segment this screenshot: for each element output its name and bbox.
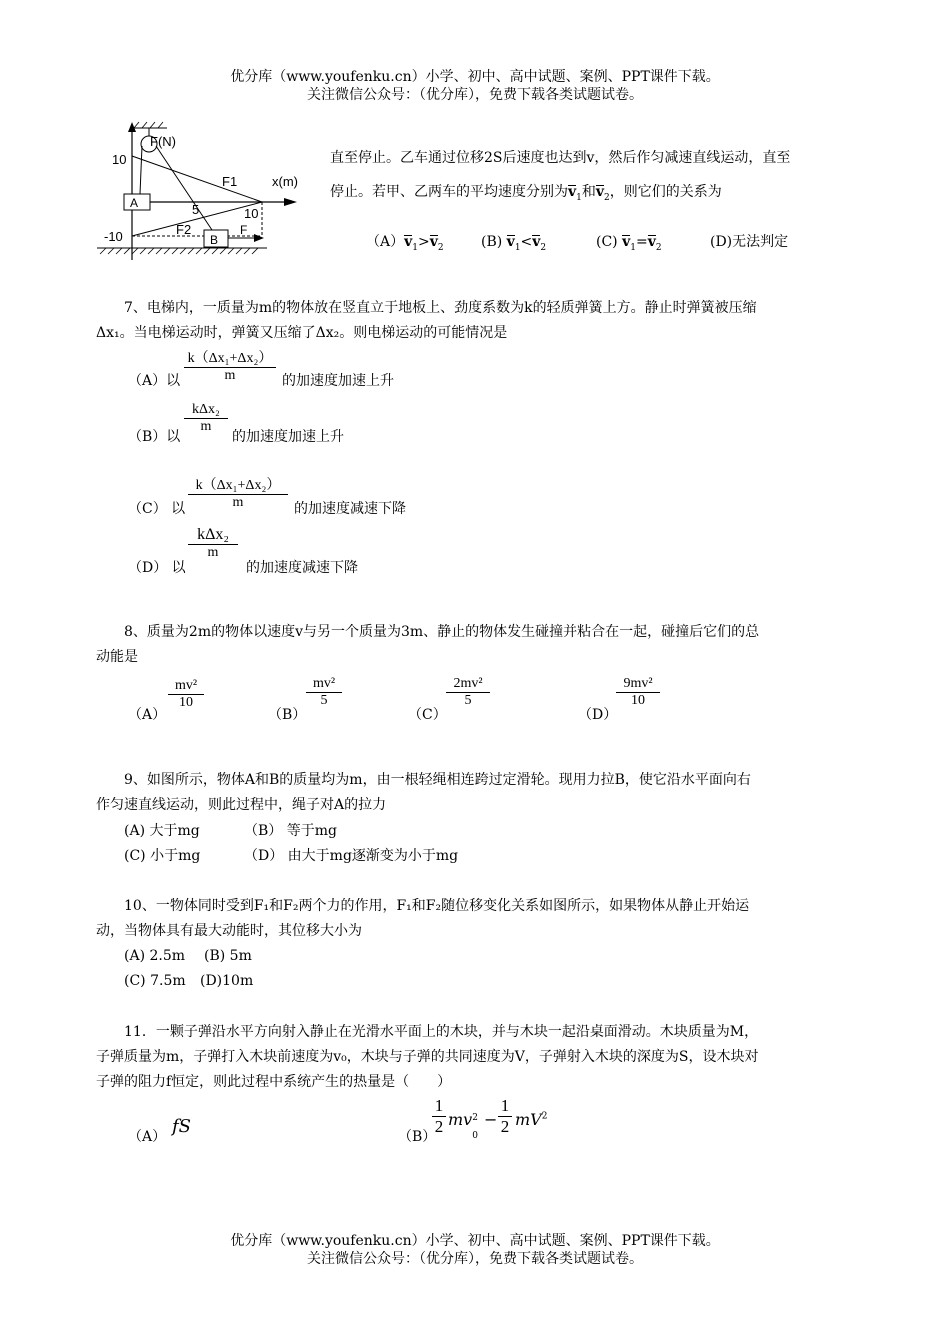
q11-b-half-2-den: 2 (500, 1117, 510, 1136)
q7-a-text: 的加速度加速上升 (282, 373, 394, 389)
q10-line-1: 10、一物体同时受到F₁和F₂两个力的作用，F₁和F₂随位移变化关系如图所示，如果物体从静止开始运 (124, 898, 750, 914)
q7-b-label: （B）以 (128, 429, 181, 445)
q6-opt-a-op: > (418, 234, 430, 250)
q6-option-b (481, 230, 546, 261)
q7-a-denominator: m (224, 368, 236, 383)
y-axis-label: F(N) (150, 134, 176, 149)
q11-b-mV: mV (515, 1110, 542, 1129)
block-b-label: B (210, 233, 219, 247)
q6-opt-b-sub1: 1 (514, 242, 521, 253)
q11-line-2: 子弹质量为m，子弹打入木块前速度为v₀，木块与子弹的共同速度为V，子弹射入木块的深度为S，设木块对 (96, 1049, 759, 1065)
q11-b-half-1-num: 1 (434, 1096, 444, 1115)
f1-label: F1 (222, 174, 238, 189)
q8-d-label: （D） (578, 707, 618, 723)
q7-d-numerator: kΔx₂ (197, 526, 229, 543)
q10-option-d: (D)10m (200, 973, 254, 989)
block-a-label: A (130, 196, 139, 210)
q9-option-c: (C) 小于mg (124, 848, 201, 864)
force-displacement-figure (92, 120, 317, 260)
q11-b-sub-0: 0 (472, 1131, 478, 1141)
q9-option-b: （B） 等于mg (244, 823, 337, 839)
header-line-1: 优分库（www.youfenku.cn）小学、初中、高中试题、案例、PPT课件下载。 (230, 69, 720, 85)
q7-d-fraction (188, 526, 238, 561)
q7-c-label: （C） 以 (128, 501, 186, 517)
q6-opt-b-op: < (520, 234, 533, 250)
q7-c-numerator: k（Δx₁+Δx₂） (195, 478, 281, 493)
q6-opt-a-label: （A） (366, 234, 405, 250)
q8-b-fraction (306, 676, 342, 709)
q10-option-b: (B) 5m (204, 948, 252, 964)
q8-b-numerator: mv² (312, 676, 336, 691)
q6-opt-c-sub2: 2 (655, 242, 662, 253)
q7-b-text: 的加速度加速上升 (232, 429, 344, 445)
q8-b-label: （B） (268, 707, 307, 723)
q10-option-a: (A) 2.5m (124, 948, 186, 964)
q6-line-2-pre: 停止。若甲、乙两车的平均速度分别为 (330, 184, 568, 200)
q9-option-d: （D） 由大于mg逐渐变为小于mg (244, 848, 459, 864)
q6-opt-b-sub2: 2 (540, 242, 547, 253)
q11-line-3: 子弹的阻力f恒定，则此过程中系统产生的热量是（ ） (96, 1074, 452, 1090)
q8-a-label: （A） (128, 707, 167, 723)
force-f-label: F (240, 223, 248, 237)
q6-v2: v (595, 184, 605, 200)
q6-line-2-post: ，则它们的关系为 (609, 184, 722, 200)
q11-b-mv: mv (448, 1110, 473, 1129)
q11-b-half-1 (432, 1096, 446, 1137)
q6-v2-sub: 2 (604, 192, 610, 203)
q6-opt-b-v2: v (532, 234, 541, 250)
q6-opt-b-v1: v (506, 234, 515, 250)
q11-b-sq-1: 2 (472, 1113, 478, 1123)
q8-c-denominator: 5 (464, 693, 472, 708)
q7-b-denominator: m (200, 419, 212, 434)
q6-opt-c-op: = (635, 234, 648, 250)
q7-d-text: 的加速度减速下降 (246, 560, 358, 576)
q8-line-1: 8、质量为2m的物体以速度v与另一个质量为3m、静止的物体发生碰撞并粘合在一起，碰撞后它们的总 (124, 624, 760, 640)
q11-a-label: （A） (128, 1129, 167, 1145)
q8-a-fraction (168, 678, 204, 711)
q6-opt-a-v2: v (429, 234, 438, 250)
q8-c-numerator: 2mv² (453, 676, 483, 691)
q6-opt-c-v2: v (647, 234, 656, 250)
q7-line-1: 7、电梯内，一质量为m的物体放在竖直立于地板上、劲度系数为k的轻质弹簧上方。静止时弹簧被压缩 (124, 300, 757, 316)
tick-x10-label: 10 (244, 206, 259, 221)
q7-b-fraction (184, 402, 228, 435)
q10-option-c: (C) 7.5m (124, 973, 186, 989)
ground-hatch (100, 248, 258, 254)
q11-a-expression: fS (172, 1116, 191, 1137)
q6-opt-a-v1: v (404, 234, 413, 250)
q11-b-half-2 (498, 1096, 512, 1137)
five-label: 5 (192, 202, 200, 217)
q10-line-2: 动，当物体具有最大动能时，其位移大小为 (96, 923, 362, 939)
q7-a-fraction (184, 347, 276, 384)
q11-b-minus: − (484, 1110, 498, 1129)
f2-label: F2 (176, 222, 192, 237)
q8-a-denominator: 10 (179, 695, 193, 710)
q7-c-fraction (188, 474, 288, 511)
tick-10-label: 10 (112, 152, 127, 167)
q7-c-text: 的加速度减速下降 (294, 501, 406, 517)
q8-line-2: 动能是 (96, 649, 138, 665)
q9-line-1: 9、如图所示，物体A和B的质量均为m，由一根轻绳相连跨过定滑轮。现用力拉B，使它沿水平面向右 (124, 772, 751, 788)
q6-opt-c-sub1: 1 (630, 242, 636, 253)
q11-line-1: 11．一颗子弹沿水平方向射入静止在光滑水平面上的木块，并与木块一起沿桌面滑动。木块质量为M， (124, 1024, 759, 1040)
q6-line-2 (330, 180, 722, 211)
header-line-2: 关注微信公众号：（优分库），免费下载各类试题试卷。 (307, 87, 643, 103)
q7-b-numerator: kΔx₂ (192, 402, 220, 417)
q9-line-2: 作匀速直线运动，则此过程中，绳子对A的拉力 (96, 797, 387, 813)
q6-opt-a-sub2: 2 (437, 242, 444, 253)
q7-d-label: （D） 以 (128, 560, 186, 576)
q6-v1-sub: 1 (576, 192, 582, 203)
force-f-arrowhead (254, 234, 264, 242)
q7-a-label: （A）以 (128, 373, 181, 389)
q6-option-a (366, 230, 444, 261)
q7-c-denominator: m (232, 495, 244, 510)
q6-opt-c-label: (C) (596, 234, 618, 250)
ceiling-hatch (134, 122, 163, 128)
q11-b-half-2-num: 1 (500, 1096, 510, 1115)
q6-opt-c-v1: v (622, 234, 631, 250)
q8-a-numerator: mv² (174, 678, 198, 693)
q8-b-denominator: 5 (320, 693, 328, 708)
q9-option-a: (A) 大于mg (124, 823, 200, 839)
q11-b-term-1 (448, 1110, 480, 1141)
q8-d-fraction (616, 676, 660, 709)
q6-opt-a-sub1: 1 (412, 242, 418, 253)
q11-b-sq-2: 2 (541, 1111, 548, 1122)
q6-opt-b-label: (B) (481, 234, 503, 250)
x-axis-label: x(m) (272, 174, 298, 189)
q7-a-numerator: k（Δx₁+Δx₂） (187, 351, 273, 366)
q8-c-label: （C） (408, 707, 447, 723)
q7-d-denominator: m (207, 545, 219, 560)
q6-option-c (596, 230, 662, 261)
q7-line-2: Δx₁。当电梯运动时，弹簧又压缩了Δx₂。则电梯运动的可能情况是 (96, 325, 508, 341)
tick-neg10-label: -10 (104, 229, 123, 244)
x-axis-arrow (284, 198, 297, 206)
q6-v1: v (568, 184, 577, 200)
q8-d-denominator: 10 (631, 693, 645, 708)
footer-line-1: 优分库（www.youfenku.cn）小学、初中、高中试题、案例、PPT课件下载。 (230, 1233, 720, 1249)
q8-c-fraction (446, 676, 490, 709)
q6-and: 和 (581, 184, 596, 200)
q6-option-d: (D)无法判定 (710, 234, 789, 250)
q8-d-numerator: 9mv² (623, 676, 653, 691)
q11-b-label: （B） (398, 1129, 437, 1145)
rope-b (156, 146, 212, 230)
f1-line (132, 156, 262, 202)
footer-line-2: 关注微信公众号：（优分库），免费下载各类试题试卷。 (307, 1251, 643, 1267)
q6-line-1: 直至停止。乙车通过位移2S后速度也达到v，然后作匀减速直线运动，直至 (330, 150, 791, 166)
q11-b-half-1-den: 2 (434, 1117, 444, 1136)
q11-b-term-2 (515, 1110, 547, 1129)
rope-a (140, 146, 142, 194)
